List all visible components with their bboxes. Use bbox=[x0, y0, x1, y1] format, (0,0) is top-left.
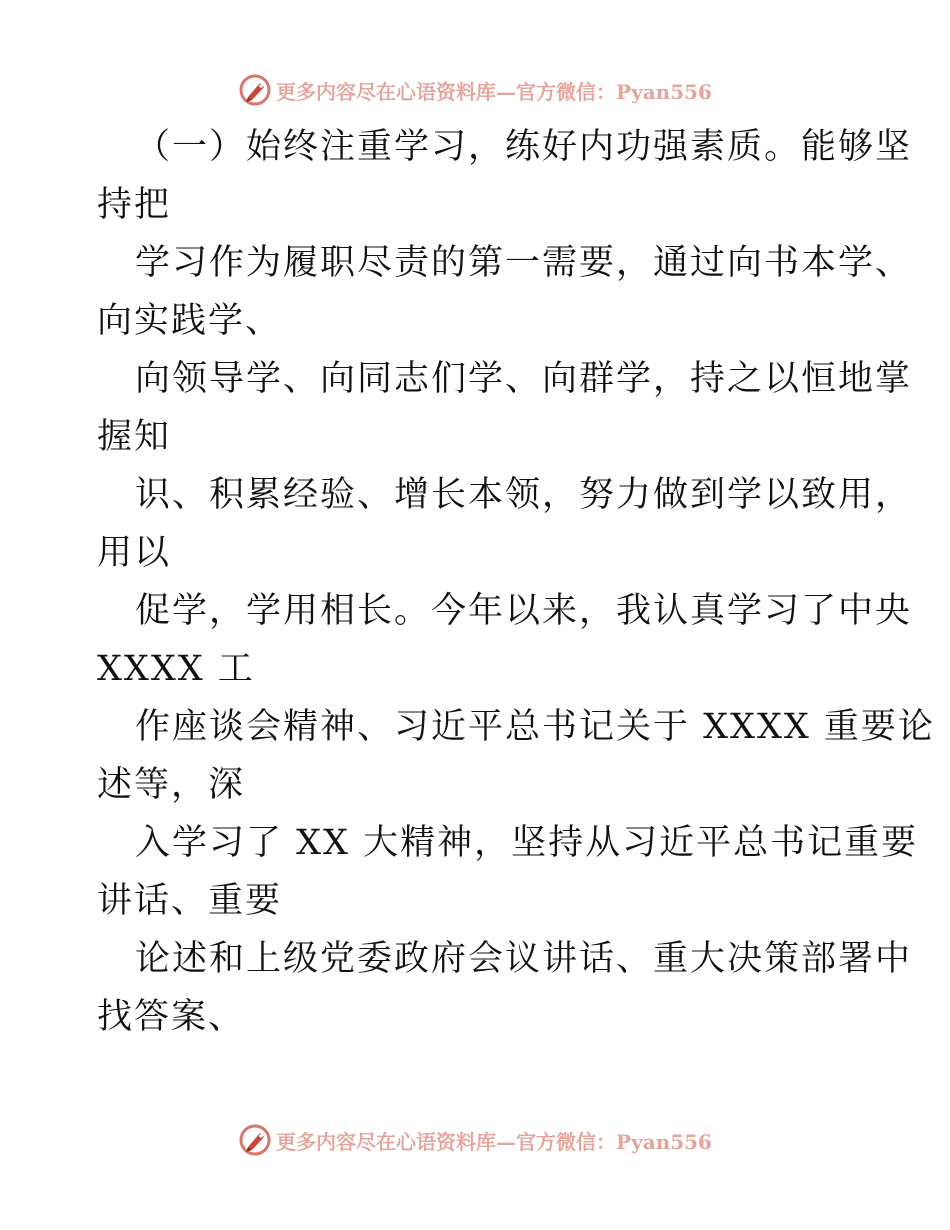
document-body bbox=[97, 118, 935, 1046]
text-line: 握知 bbox=[97, 417, 172, 457]
text-line: 用以 bbox=[97, 533, 172, 573]
text-line: 持把 bbox=[97, 185, 172, 225]
watermark-text: 更多内容尽在心语资料库—官方微信：Pyan556 bbox=[276, 1129, 712, 1154]
watermark-text: 更多内容尽在心语资料库—官方微信：Pyan556 bbox=[276, 79, 712, 104]
text-line: 讲话、重要 bbox=[97, 881, 283, 921]
header-watermark bbox=[0, 70, 950, 110]
text-line: 找答案、 bbox=[97, 997, 246, 1037]
text-line: 向实践学、 bbox=[97, 301, 283, 341]
pen-nib-logo-icon bbox=[238, 73, 272, 107]
text-line: 述等，深 bbox=[97, 765, 246, 805]
text-line: 促学，学用相长。今年以来，我认真学习了中央 bbox=[135, 591, 913, 631]
pen-nib-logo-icon bbox=[238, 1123, 272, 1157]
text-line: 作座谈会精神、习近平总书记关于 XXXX 重要论 bbox=[135, 707, 935, 747]
text-line: 识、积累经验、增长本领，努力做到学以致用， bbox=[135, 475, 913, 515]
text-line: 向领导学、向同志们学、向群学，持之以恒地掌 bbox=[135, 359, 913, 399]
text-line: （一）始终注重学习，练好内功强素质。能够坚 bbox=[135, 127, 913, 167]
text-line: XXXX 工 bbox=[97, 649, 255, 689]
footer-watermark bbox=[0, 1120, 950, 1160]
text-line: 学习作为履职尽责的第一需要，通过向书本学、 bbox=[135, 243, 913, 283]
text-line: 入学习了 XX 大精神，坚持从习近平总书记重要 bbox=[135, 823, 919, 863]
text-line: 论述和上级党委政府会议讲话、重大决策部署中 bbox=[135, 939, 913, 979]
